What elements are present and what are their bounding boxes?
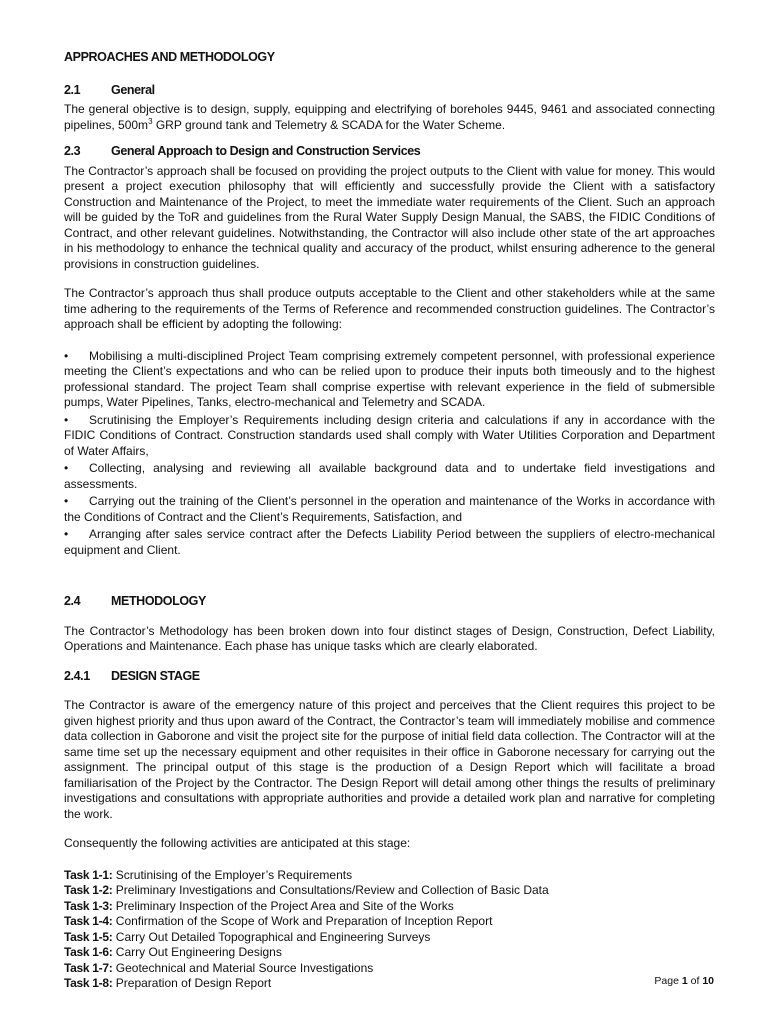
list-item: [64, 413, 715, 460]
bullet-icon: •: [64, 527, 69, 541]
page-number: 1: [681, 975, 688, 987]
approach-bullet-list: [64, 349, 715, 559]
general-text-post: GRP ground tank and Telemetry & SCADA for the Water Scheme.: [152, 117, 506, 132]
document-title: APPROACHES AND METHODOLOGY: [64, 50, 275, 64]
task-label: Task 1-7:: [64, 960, 113, 975]
of-word: of: [690, 975, 700, 987]
task-item: [64, 976, 715, 992]
task-text: Preparation of Design Report: [115, 976, 272, 990]
task-text: Geotechnical and Material Source Investigations: [115, 960, 374, 975]
task-item: [64, 930, 715, 946]
task-label: Task 1-4:: [64, 914, 113, 928]
section-heading-design-stage: [64, 669, 715, 685]
section-heading-methodology: [64, 594, 715, 610]
task-label: Task 1-6:: [64, 945, 113, 959]
task-text: Confirmation of the Scope of Work and Preparation of Inception Report: [115, 914, 493, 928]
list-item: [64, 494, 715, 525]
bullet-text: Scrutinising the Employer’s Requirements including design criteria and calculations if any in accordance with the FIDIC Conditions of Contract. Construction standards used shall comply with Water Utilities Corporation and Department of Water Affairs,: [64, 412, 715, 458]
task-label: Task 1-8:: [64, 976, 113, 990]
task-label: Task 1-3:: [64, 898, 113, 913]
task-list: [64, 868, 715, 992]
section-number: 2.4.1: [64, 668, 90, 683]
task-text: Scrutinising of the Employer’s Requirements: [115, 867, 353, 882]
approach-paragraph-1: The Contractor’s approach shall be focused on providing the project outputs to the Client with value for money. This would present a project execution philosophy that will efficiently and successfully provide the Client with a satisfactory Construction and Maintenance of the Project, to meet the immediate water requirements of the Client. Such an approach will be guided by the ToR and guidelines from the Rural Water Supply Design Manual, the SABS, the FIDIC Conditions of Contract, and other relevant guidelines. Notwithstanding, the Contractor will also include other state of the art approaches in his methodology to enhance the technical quality and accuracy of the product, whilst ensuring adherence to the general provisions in construction guidelines.: [64, 163, 715, 271]
page-footer: [654, 975, 714, 987]
design-stage-paragraph: The Contractor is aware of the emergency nature of this project and perceives that the Client requires this project to be given highest priority and thus upon award of the Contract, the Contractor’s team will immediately mobilise and commence data collection in Gaborone and visit the project site for the purpose of initial field data collection. The Contractor will at the same time set up the necessary equipment and other requisites in their office in Gaborone necessary for carrying out the assignment. The principal output of this stage is the production of a Design Report which will facilitate a broad familiarisation of the Project by the Contractor. The Design Report will detail among other things the results of preliminary investigations and consultations with appropriate authorities and provide a detailed work plan and narrative for completing the work.: [64, 698, 715, 821]
section-title: METHODOLOGY: [111, 594, 206, 608]
task-text: Preliminary Investigations and Consultations/Review and Collection of Basic Data: [115, 883, 549, 897]
section-heading-general: [64, 83, 715, 99]
document-page: [64, 50, 715, 992]
task-text: Carry Out Detailed Topographical and Engineering Surveys: [115, 929, 431, 944]
task-item: [64, 961, 715, 977]
task-item: [64, 899, 715, 915]
list-item: [64, 527, 715, 558]
task-text: Carry Out Engineering Designs: [115, 945, 282, 959]
methodology-paragraph: The Contractor’s Methodology has been broken down into four distinct stages of Design, Construction, Defect Liability, Operations and Maintenance. Each phase has unique tasks which are clearly elaborated.: [64, 623, 715, 653]
spacer: [64, 574, 715, 594]
task-item: [64, 945, 715, 961]
page-word: Page: [654, 975, 679, 987]
bullet-icon: •: [64, 461, 69, 475]
task-label: Task 1-1:: [64, 867, 113, 882]
section-number: 2.3: [64, 144, 81, 158]
bullet-text: Carrying out the training of the Client’s personnel in the operation and maintenance of the Works in accordance with the Conditions of Contract and the Client’s Requirements, Satisfaction, and: [64, 494, 715, 524]
bullet-text: Collecting, analysing and reviewing all available background data and to undertake field investigations and assessments.: [64, 461, 715, 491]
task-item: [64, 914, 715, 930]
superscript-cubed: 3: [148, 116, 153, 126]
bullet-icon: •: [64, 412, 69, 427]
task-label: Task 1-5:: [64, 929, 113, 944]
general-text-pre: The general objective is to design, supply, equipping and electrifying of boreholes 9445, 9461 and associated connecting pipelines, 500m: [64, 102, 715, 132]
general-paragraph: [64, 102, 715, 133]
list-item: [64, 461, 715, 492]
section-title: DESIGN STAGE: [111, 668, 200, 683]
bullet-text: Mobilising a multi-disciplined Project Team comprising extremely competent personnel, with professional experience meeting the Client’s expectations and who can be relied upon to produce their inputs both timeously and to the highest professional standard. The project Team shall comprise expertise with relevant experience in the field of submersible pumps, Water Pipelines, Tanks, electro-mechanical and Telemetry and SCADA.: [64, 348, 715, 409]
activities-intro: Consequently the following activities are anticipated at this stage:: [64, 836, 411, 850]
bullet-icon: •: [64, 348, 69, 363]
approach-paragraph-2: The Contractor’s approach thus shall produce outputs acceptable to the Client and other stakeholders while at the same time adhering to the requirements of the Terms of Reference and recommended construction guidelines. The Contractor’s approach shall be efficient by adopting the following:: [64, 286, 715, 331]
section-heading-approach: [64, 144, 715, 160]
section-number: 2.1: [64, 82, 81, 97]
task-item: [64, 868, 715, 884]
section-title: General: [111, 82, 155, 97]
task-item: [64, 883, 715, 899]
page-total: 10: [702, 975, 714, 987]
task-label: Task 1-2:: [64, 883, 113, 897]
list-item: [64, 349, 715, 411]
bullet-text: Arranging after sales service contract after the Defects Liability Period between the suppliers of electro-mechanical equipment and Client.: [64, 527, 715, 557]
section-number: 2.4: [64, 594, 81, 608]
section-title: General Approach to Design and Construction Services: [111, 144, 421, 158]
bullet-icon: •: [64, 494, 69, 508]
task-text: Preliminary Inspection of the Project Area and Site of the Works: [115, 898, 454, 913]
